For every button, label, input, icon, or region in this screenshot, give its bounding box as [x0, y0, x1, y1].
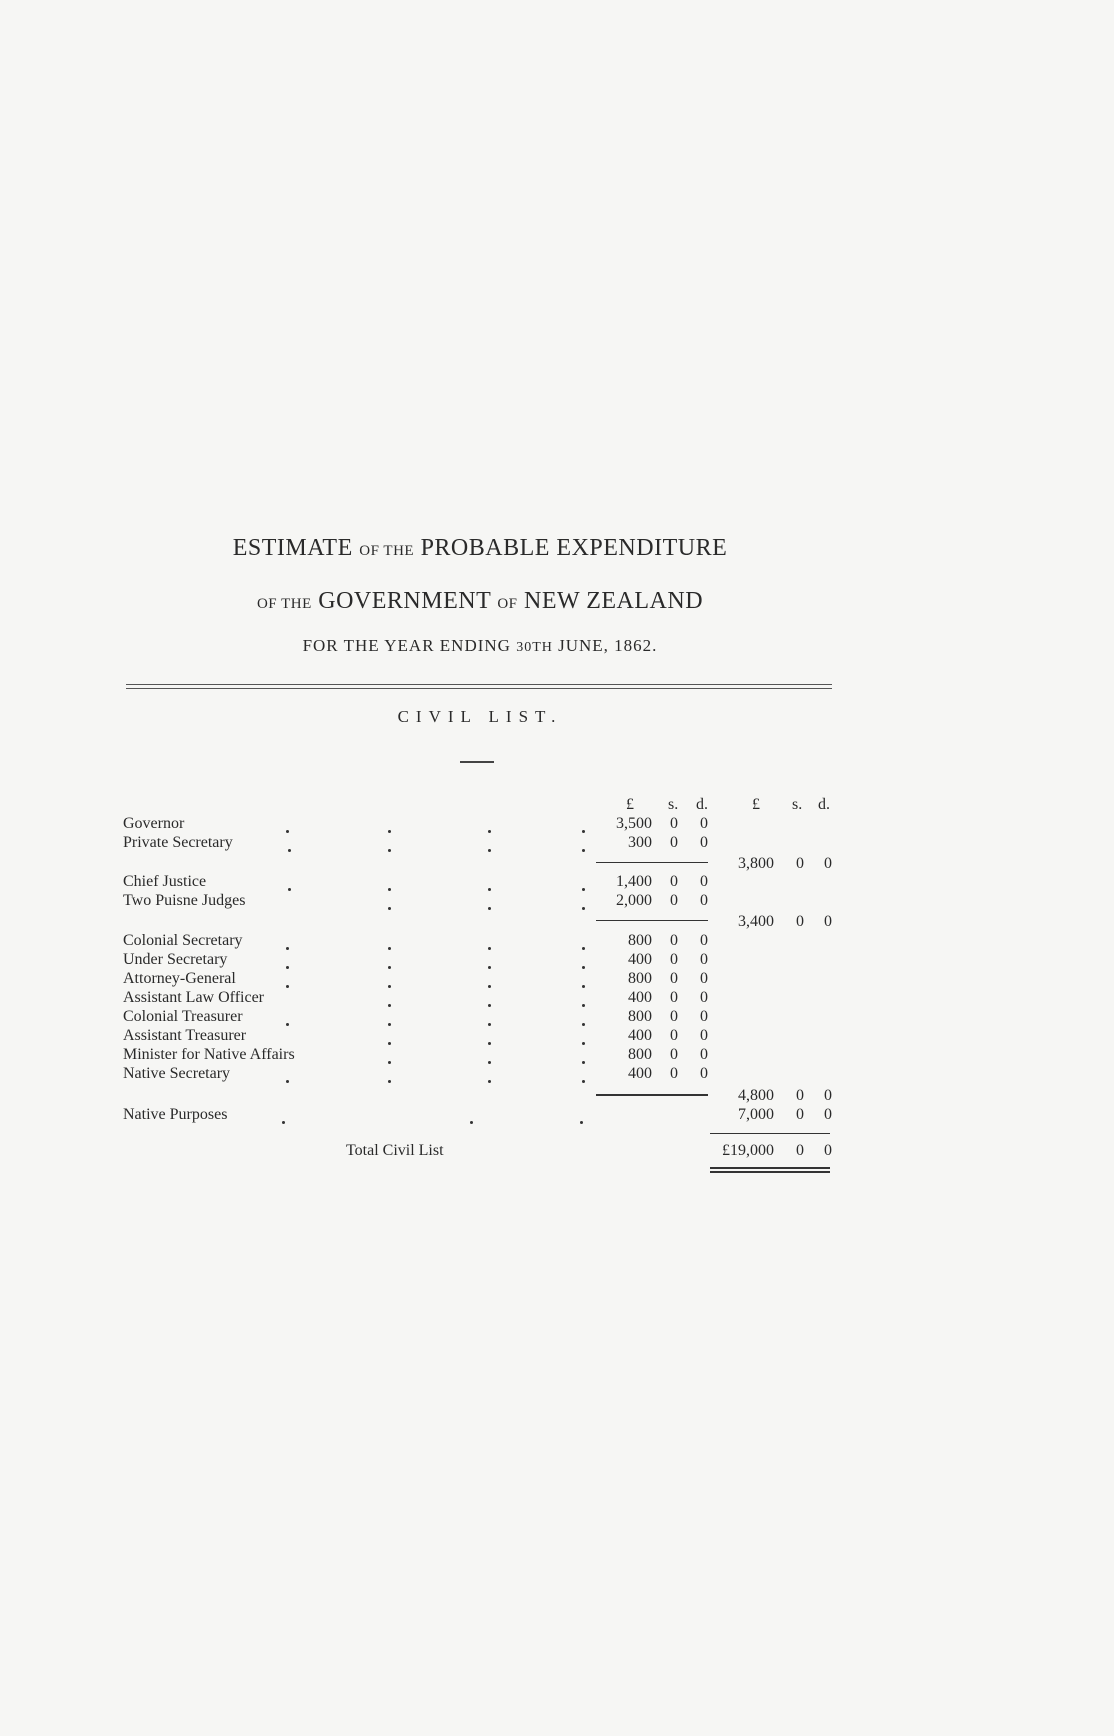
leader-dot — [388, 947, 391, 950]
title-year-ending: FOR THE YEAR ENDING — [302, 636, 511, 655]
subtotal-shillings: 0 — [796, 1087, 804, 1104]
subtotal-pounds: 4,800 — [738, 1087, 774, 1104]
title-line-2 — [0, 588, 960, 615]
row-label: Governor — [123, 815, 185, 832]
title-line-1 — [0, 535, 960, 562]
leader-dot — [582, 985, 585, 988]
leader-dot — [488, 830, 491, 833]
row-pounds: 300 — [628, 834, 652, 851]
leader-dot — [470, 1121, 473, 1124]
row-shillings: 0 — [670, 1027, 678, 1044]
header-detail-shillings: s. — [668, 796, 679, 813]
leader-dot — [286, 1023, 289, 1026]
row-label: Private Secretary — [123, 834, 233, 851]
leader-dot — [488, 1023, 491, 1026]
leader-dot — [388, 830, 391, 833]
row-shillings: 0 — [670, 932, 678, 949]
subtotal-rule — [596, 862, 708, 863]
leader-dot — [488, 888, 491, 891]
leader-dot — [488, 985, 491, 988]
row-pence: 0 — [700, 989, 708, 1006]
title-probable-expenditure: PROBABLE EXPENDITURE — [420, 535, 728, 561]
leader-dot — [286, 966, 289, 969]
section-title: CIVIL LIST. — [397, 707, 563, 726]
leader-dot — [582, 1080, 585, 1083]
row-pence: 0 — [700, 1027, 708, 1044]
leader-dot — [388, 1061, 391, 1064]
subtotal-shillings: 0 — [796, 913, 804, 930]
title-of: OF — [497, 596, 518, 612]
header-detail-pounds: £ — [626, 796, 634, 813]
row-pence: 0 — [700, 1065, 708, 1082]
leader-dot — [388, 907, 391, 910]
title-double-rule — [126, 684, 832, 689]
row-pence: 0 — [700, 834, 708, 851]
row-shillings: 0 — [670, 873, 678, 890]
row-shillings: 0 — [670, 951, 678, 968]
title-new-zealand: NEW ZEALAND — [524, 588, 704, 614]
leader-dot — [488, 947, 491, 950]
leader-dot — [582, 888, 585, 891]
native-purposes-shillings: 0 — [796, 1106, 804, 1123]
leader-dot — [582, 1023, 585, 1026]
row-shillings: 0 — [670, 989, 678, 1006]
row-label: Colonial Treasurer — [123, 1008, 243, 1025]
native-purposes-pence: 0 — [824, 1106, 832, 1123]
row-shillings: 0 — [670, 834, 678, 851]
title-estimate: ESTIMATE — [232, 535, 353, 561]
subtotal-rule — [596, 1094, 708, 1096]
title-of-the-2: OF THE — [256, 596, 312, 612]
header-total-pounds: £ — [752, 796, 760, 813]
subtotal-pence: 0 — [824, 855, 832, 872]
leader-dot — [388, 1080, 391, 1083]
row-pounds: 1,400 — [616, 873, 652, 890]
row-pounds: 400 — [628, 1027, 652, 1044]
row-pounds: 400 — [628, 1065, 652, 1082]
total-label: Total Civil List — [346, 1142, 444, 1159]
row-shillings: 0 — [670, 1008, 678, 1025]
leader-dot — [488, 1004, 491, 1007]
title-day: 30TH — [516, 640, 553, 655]
header-total-pence: d. — [818, 796, 830, 813]
row-pounds: 800 — [628, 932, 652, 949]
leader-dot — [582, 966, 585, 969]
row-label: Under Secretary — [123, 951, 228, 968]
row-pounds: 2,000 — [616, 892, 652, 909]
row-pounds: 3,500 — [616, 815, 652, 832]
row-label: Minister for Native Affairs — [123, 1046, 295, 1063]
leader-dot — [286, 985, 289, 988]
row-pounds: 400 — [628, 951, 652, 968]
leader-dot — [582, 830, 585, 833]
header-detail-pence: d. — [696, 796, 708, 813]
subtotal-pence: 0 — [824, 1087, 832, 1104]
leader-dot — [286, 1080, 289, 1083]
leader-dot — [288, 888, 291, 891]
native-purposes-pounds: 7,000 — [738, 1106, 774, 1123]
row-shillings: 0 — [670, 815, 678, 832]
leader-dot — [582, 849, 585, 852]
leader-dot — [282, 1121, 285, 1124]
row-pounds: 800 — [628, 970, 652, 987]
total-pence: 0 — [824, 1142, 832, 1159]
native-purposes-label: Native Purposes — [123, 1106, 228, 1123]
leader-dot — [388, 1042, 391, 1045]
leader-dot — [488, 966, 491, 969]
row-pence: 0 — [700, 951, 708, 968]
row-shillings: 0 — [670, 1065, 678, 1082]
leader-dot — [286, 830, 289, 833]
subtotal-pounds: 3,400 — [738, 913, 774, 930]
row-label: Assistant Law Officer — [123, 989, 264, 1006]
row-label: Assistant Treasurer — [123, 1027, 247, 1044]
leader-dot — [582, 1004, 585, 1007]
title-line-3 — [0, 636, 960, 656]
leader-dot — [488, 849, 491, 852]
leader-dot — [388, 849, 391, 852]
leader-dot — [582, 947, 585, 950]
leader-dot — [488, 1061, 491, 1064]
row-shillings: 0 — [670, 970, 678, 987]
row-pounds: 800 — [628, 1046, 652, 1063]
total-shillings: 0 — [796, 1142, 804, 1159]
row-label: Colonial Secretary — [123, 932, 243, 949]
total-rule — [710, 1133, 830, 1134]
leader-dot — [286, 947, 289, 950]
leader-dot — [580, 1121, 583, 1124]
subtotal-rule — [596, 920, 708, 921]
leader-dot — [388, 888, 391, 891]
leader-dot — [582, 1061, 585, 1064]
total-double-rule-top — [710, 1167, 830, 1169]
row-shillings: 0 — [670, 892, 678, 909]
section-rule — [460, 761, 494, 763]
row-pence: 0 — [700, 932, 708, 949]
leader-dot — [288, 849, 291, 852]
row-pounds: 400 — [628, 989, 652, 1006]
leader-dot — [488, 907, 491, 910]
leader-dot — [582, 1042, 585, 1045]
leader-dot — [388, 1023, 391, 1026]
leader-dot — [488, 1080, 491, 1083]
header-total-shillings: s. — [792, 796, 803, 813]
subtotal-pence: 0 — [824, 913, 832, 930]
row-label: Two Puisne Judges — [123, 892, 246, 909]
row-shillings: 0 — [670, 1046, 678, 1063]
row-pence: 0 — [700, 970, 708, 987]
title-of-the: OF THE — [359, 543, 415, 559]
leader-dot — [388, 1004, 391, 1007]
leader-dot — [488, 1042, 491, 1045]
leader-dot — [388, 966, 391, 969]
subtotal-shillings: 0 — [796, 855, 804, 872]
row-pence: 0 — [700, 873, 708, 890]
subtotal-pounds: 3,800 — [738, 855, 774, 872]
title-date: JUNE, 1862. — [558, 636, 658, 655]
row-label: Attorney-General — [123, 970, 236, 987]
title-government: GOVERNMENT — [318, 588, 491, 614]
total-double-rule-bottom — [710, 1171, 830, 1173]
row-pence: 0 — [700, 1008, 708, 1025]
leader-dot — [388, 985, 391, 988]
row-pence: 0 — [700, 892, 708, 909]
leader-dot — [582, 907, 585, 910]
row-pence: 0 — [700, 1046, 708, 1063]
total-pounds: £19,000 — [722, 1142, 774, 1159]
row-label: Chief Justice — [123, 873, 207, 890]
row-pounds: 800 — [628, 1008, 652, 1025]
row-label: Native Secretary — [123, 1065, 231, 1082]
row-pence: 0 — [700, 815, 708, 832]
